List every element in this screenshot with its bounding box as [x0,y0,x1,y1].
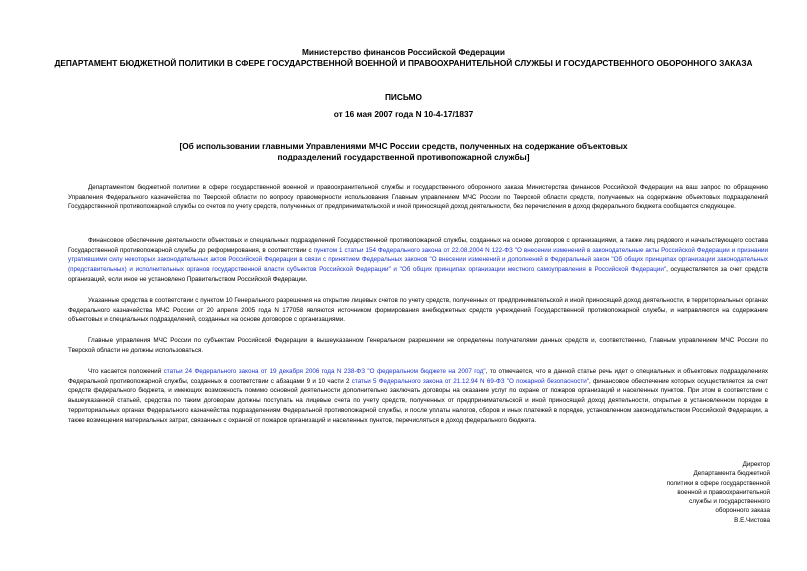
signature-line: службы и государственного [689,498,770,506]
signature-line: Департамента бюджетной [693,470,770,478]
law-238-fz-link[interactable]: статьи 24 Федерального закона от 19 декабря 2006 года N 238-ФЗ "О федеральном бюджете на 2007 год" [163,368,486,375]
document-type: ПИСЬМО [384,92,423,102]
paragraph-5 [68,367,768,425]
department-name: ДЕПАРТАМЕНТ БЮДЖЕТНОЙ ПОЛИТИКИ В СФЕРЕ ГОСУДАРСТВЕННОЙ ВОЕННОЙ И ПРАВООХРАНИТЕЛЬНОЙ СЛУЖБЫ И ГОСУДАРСТВЕННОГО ОБОРОННОГО ЗАКАЗА [54,58,753,68]
paragraph-2 [68,236,768,285]
paragraph-2-text-b: , осуществляется за счет средств организаций, если иное не установлено Правительством Российской Федерации. [68,266,768,283]
paragraph-3: Указанные средства в соответствии с пунктом 10 Генерального разрешения на открытие лицевых счетов по учету средств, полученных от предпринимательской и иной приносящей доход деятельности, в территориальных органах Федерального казначейства МЧС России от 20 апреля 2005 года N 177058 являются источником формирования внебюджетных средств учреждений Государственной противопожарной службы, и направляются на содержание объектовых и специальных подразделений, созданных на основе договоров с организациями. [68,297,768,324]
document-date-number: от 16 мая 2007 года N 10-4-17/1837 [333,109,474,119]
paragraph-4: Главные управления МЧС России по субъектам Российской Федерации в вышеуказанном Генеральном разрешении не определены получателями данных средств и, соответственно, Главным управлением МЧС России по Тверской области не должны использоваться. [68,337,768,354]
ministry-name: Министерство финансов Российской Федерации [301,47,506,57]
document-subject: [Об использовании главными Управлениями МЧС России средств, полученных на содержание объектовых подразделений государственной противопожарной службы] [179,141,628,162]
paragraph-5-text-a: Что касается положений [88,368,164,375]
signature-block [630,460,770,525]
signature-line: политики в сфере государственной [666,479,770,487]
paragraph-5-text-c: , финансовое обеспечение которых осуществляется за счет средств федерального бюджета, и имеющих возможность помимо основной деятельности дополнительно заключать договоры на оказание услуг по охране от пожаров организаций и населенных пунктов. При этом в соответствии с вышеуказанной статьей, средства по таким договорам должны поступать на лицевые счета по учету средств, полученных от предпринимательской и иной приносящей доход деятельности, открытые в установленном порядке в территориальных органах Федерального казначейства подразделениям Федеральной противопожарной службы, и после уплаты налогов, сборов и иных платежей в порядке, установленном законодательством Российской Федерации, а также возмещения материальных затрат, связанных с охраной от пожаров организаций и населенных пунктов, перечисляться в доход федерального бюджета. [68,377,768,424]
signature-line: Директор [742,461,770,468]
paragraph-2-text-a: Финансовое обеспечение деятельности объектовых и специальных подразделений Государственной противопожарной службы, созданных на основе договоров с организациями, а также лиц рядового и начальствующего состава Государственной противопожарной службы до реформирования, в соответствии с [68,237,768,254]
signatory-name: В.Е.Чистова [734,516,770,524]
signature-line: оборонного заказа [715,507,770,515]
paragraph-1: Департаментом бюджетной политики в сфере государственной военной и правоохранительной службы и государственного оборонного заказа Министерства финансов Российской Федерации на ваш запрос по обращению Управления Федерального казначейства по Тверской области по вопросу правомерности использования Главным управлением МЧС России по Тверской области средств, получаемых на содержание объектовых подразделений Государственной противопожарной службы со счетов по учету средств, полученных от предпринимательской и иной приносящей доход деятельности, без перечисления в доход федерального бюджета сообщается следующее. [68,184,768,211]
paragraph-5-text-b: , то отмечается, что в данной статье речь идет о специальных и объектовых подразделениях Федеральной противопожарной службы, созданных в соответствии с абзацами 9 и 10 части 2 [68,368,768,385]
law-122-fz-link[interactable]: пунктом 1 статьи 154 Федерального закона от 22.08.2004 N 122-ФЗ "О внесении изменений в законодательные акты Российской Федерации и признании утратившими силу некоторых законодательных актов Российской Федерации в связи с принятием Федеральных законов "О внесении изменений и дополнений в Федеральный закон "Об общих принципах организации законодательных (представительных) и исполнительных органов государственной власти субъектов Российской Федерации" и "Об общих принципах организации местного самоуправления в Российской Федерации" [68,246,769,274]
law-69-fz-link[interactable]: статьи 5 Федерального закона от 21.12.94 N 69-ФЗ "О пожарной безопасности" [351,377,589,385]
signature-line: военной и правоохранительной [677,488,770,496]
